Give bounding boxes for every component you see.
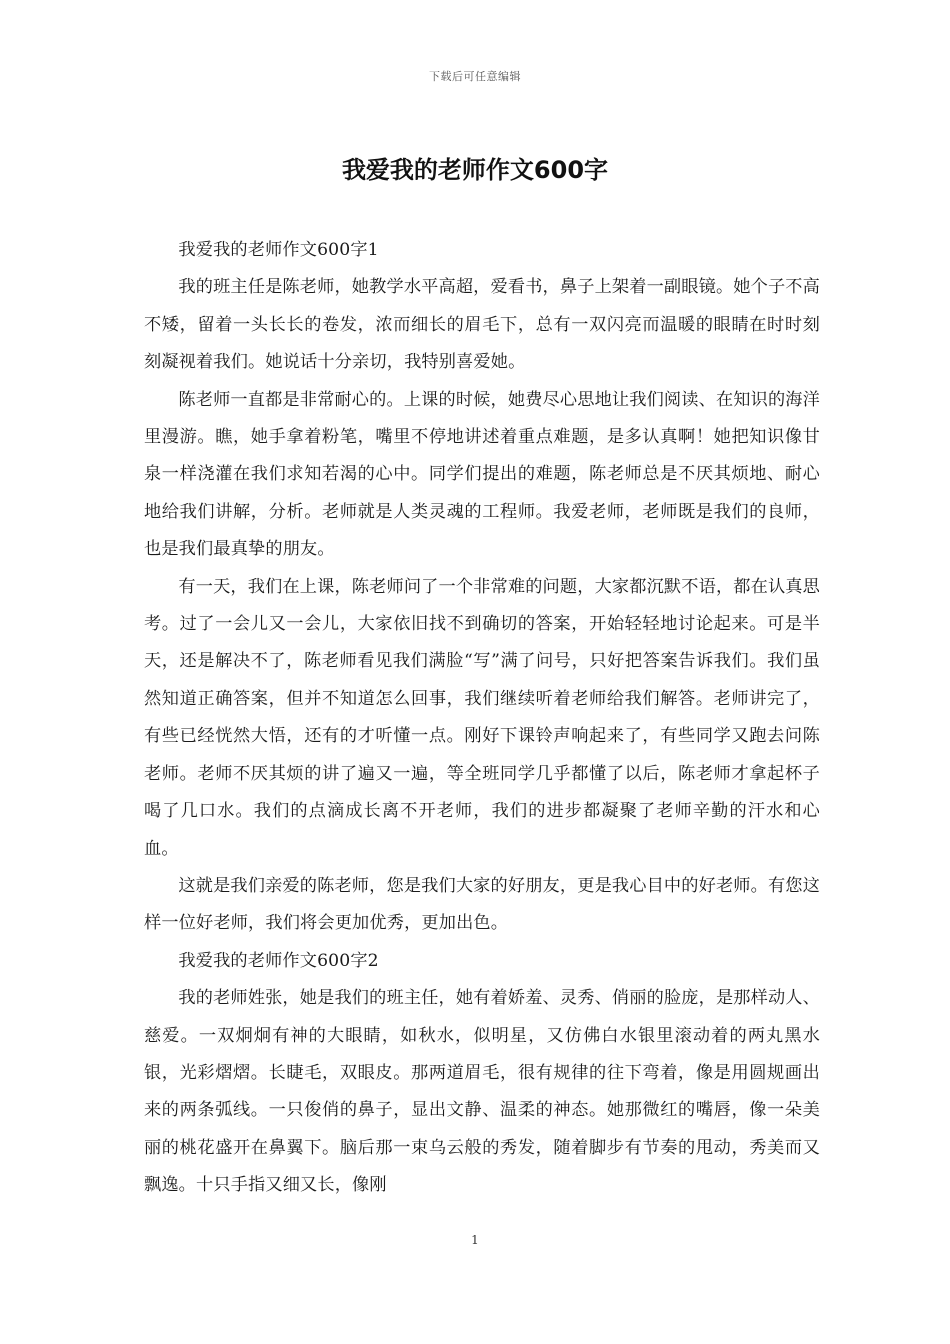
document-body	[144, 232, 820, 1205]
document-title: 我爱我的老师作文600字	[341, 156, 609, 184]
paragraph: 我的老师姓张，她是我们的班主任，她有着娇羞、灵秀、俏丽的脸庞，是那样动人、慈爱。一双炯炯有神的大眼睛，如秋水，似明星，又仿佛白水银里滚动着的两丸黑水银，光彩熠熠。长睫毛，双眼皮。那两道眉毛，很有规律的往下弯着，像是用圆规画出来的两条弧线。一只俊俏的鼻子，显出文静、温柔的神态。她那微红的嘴唇，像一朵美丽的桃花盛开在鼻翼下。脑后那一束乌云般的秀发，随着脚步有节奏的甩动，秀美而又飘逸。十只手指又细又长，像刚	[144, 988, 820, 1196]
paragraph: 我的班主任是陈老师，她教学水平高超，爱看书，鼻子上架着一副眼镜。她个子不高不矮，留着一头长长的卷发，浓而细长的眉毛下，总有一双闪亮而温暖的眼睛在时时刻刻凝视着我们。她说话十分亲切，我特别喜爱她。	[144, 277, 820, 373]
page-number: 1	[471, 1233, 479, 1247]
header-note: 下载后可任意编辑	[429, 70, 521, 83]
paragraph: 陈老师一直都是非常耐心的。上课的时候，她费尽心思地让我们阅读、在知识的海洋里漫游。瞧，她手拿着粉笔，嘴里不停地讲述着重点难题，是多认真啊！她把知识像甘泉一样浇灌在我们求知若渴的心中。同学们提出的难题，陈老师总是不厌其烦地、耐心地给我们讲解，分析。老师就是人类灵魂的工程师。我爱老师，老师既是我们的良师，也是我们最真挚的朋友。	[144, 389, 820, 560]
paragraph: 这就是我们亲爱的陈老师，您是我们大家的好朋友，更是我心目中的好老师。有您这样一位好老师，我们将会更加优秀，更加出色。	[144, 875, 820, 934]
paragraph: 有一天，我们在上课，陈老师问了一个非常难的问题，大家都沉默不语，都在认真思考。过了一会儿又一会儿，大家依旧找不到确切的答案，开始轻轻地讨论起来。可是半天，还是解决不了，陈老师看见我们满脸“写”满了问号，只好把答案告诉我们。我们虽然知道正确答案，但并不知道怎么回事，我们继续听着老师给我们解答。老师讲完了，有些已经恍然大悟，还有的才听懂一点。刚好下课铃声响起来了，有些同学又跑去问陈老师。老师不厌其烦的讲了遍又一遍，等全班同学几乎都懂了以后，陈老师才拿起杯子喝了几口水。我们的点滴成长离不开老师，我们的进步都凝聚了老师辛勤的汗水和心血。	[144, 576, 820, 859]
section-heading-2: 我爱我的老师作文600字2	[178, 950, 379, 971]
section-heading-1: 我爱我的老师作文600字1	[178, 240, 379, 260]
